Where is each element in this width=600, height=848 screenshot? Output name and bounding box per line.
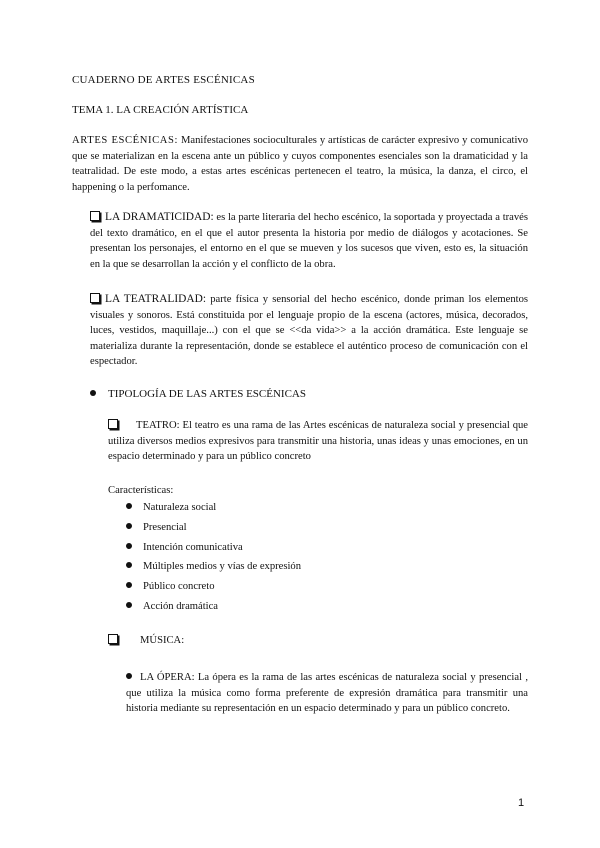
teatro-paragraph xyxy=(108,418,528,465)
opera-term: LA ÓPERA: xyxy=(140,672,195,683)
dramaticidad-paragraph xyxy=(90,210,528,272)
tipologia-heading-text: TIPOLOGÍA DE LAS ARTES ESCÉNICAS xyxy=(108,388,306,400)
teatralidad-text: parte física y sensorial del hecho escénico, donde priman los elementos visuales y sonoros. Está constituida por el lenguaje propio de la escena (actores, música, decorados, luces, vestidos, maquillaje...) con el que se <<da vida>> a la acción dramática. Este lenguaje se materializa durante la representación, donde se establece el auténtico proceso de comunicación con el espectador. xyxy=(90,294,528,368)
theme-title: TEMA 1. LA CREACIÓN ARTÍSTICA xyxy=(72,104,249,116)
list-item: Intención comunicativa xyxy=(126,540,301,560)
teatralidad-term: LA TEATRALIDAD: xyxy=(105,293,207,305)
bullet-icon xyxy=(126,602,132,608)
page-number: 1 xyxy=(518,797,525,809)
bullet-icon xyxy=(126,582,132,588)
bullet-icon xyxy=(90,390,96,396)
intro-text: Manifestaciones socioculturales y artísticas de carácter expresivo y comunicativo que se materializan en la escena ante un público y cuyos componentes esenciales son la dramaticidad y la teatralidad. De este modo, a estas artes escénicas pertenecen el teatro, la música, la danza, el circo, el happening o la perfomance. xyxy=(72,135,528,193)
bullet-icon xyxy=(126,562,132,568)
list-item: Presencial xyxy=(126,520,301,540)
checkbox-bullet-icon xyxy=(108,419,118,429)
bullet-icon xyxy=(126,523,132,529)
caracteristicas-list xyxy=(126,500,301,619)
list-item: Acción dramática xyxy=(126,599,301,619)
checkbox-bullet-icon xyxy=(108,634,118,644)
bullet-icon xyxy=(126,503,132,509)
list-item: Múltiples medios y vías de expresión xyxy=(126,559,301,579)
bullet-icon xyxy=(126,673,132,679)
document-title: CUADERNO DE ARTES ESCÉNICAS xyxy=(72,74,255,86)
checkbox-bullet-icon xyxy=(90,211,100,221)
teatro-term: TEATRO: xyxy=(136,420,180,431)
list-item: Naturaleza social xyxy=(126,500,301,520)
dramaticidad-term: LA DRAMATICIDAD: xyxy=(105,211,214,223)
list-item: Público concreto xyxy=(126,579,301,599)
caracteristicas-label: Características: xyxy=(108,485,174,496)
intro-term: ARTES ESCÉNICAS: xyxy=(72,135,179,146)
checkbox-bullet-icon xyxy=(90,293,100,303)
tipologia-heading xyxy=(90,388,306,400)
dramaticidad-text: es la parte literaria del hecho escénico, la soportada y proyectada a través del texto dramático, en el que el autor presenta la historia por medio de diálogos y acotaciones. Se presentan los personajes, el entorno en el que se mueven y los sucesos que viven, esto es, la situación en la que se desarrollan la acción y el conflicto de la obra. xyxy=(90,212,528,270)
opera-text: La ópera es la rama de las artes escénicas de naturaleza social y presencial , que utiliza la música como forma preferente de expresión dramática para transmitir una historia mediante su representación en un espacio determinado y para un público concreto. xyxy=(126,672,528,715)
teatralidad-paragraph xyxy=(90,292,528,370)
musica-term: MÚSICA: xyxy=(140,635,185,646)
teatro-text: El teatro es una rama de las Artes escénicas de naturaleza social y presencial que utiliza diversos medios expresivos para transmitir una historia, unas ideas y unas emociones, en un espacio determinado y para un público concreto xyxy=(108,420,528,463)
intro-paragraph xyxy=(72,133,528,195)
musica-heading xyxy=(108,634,184,646)
bullet-icon xyxy=(126,543,132,549)
opera-paragraph xyxy=(126,670,528,717)
